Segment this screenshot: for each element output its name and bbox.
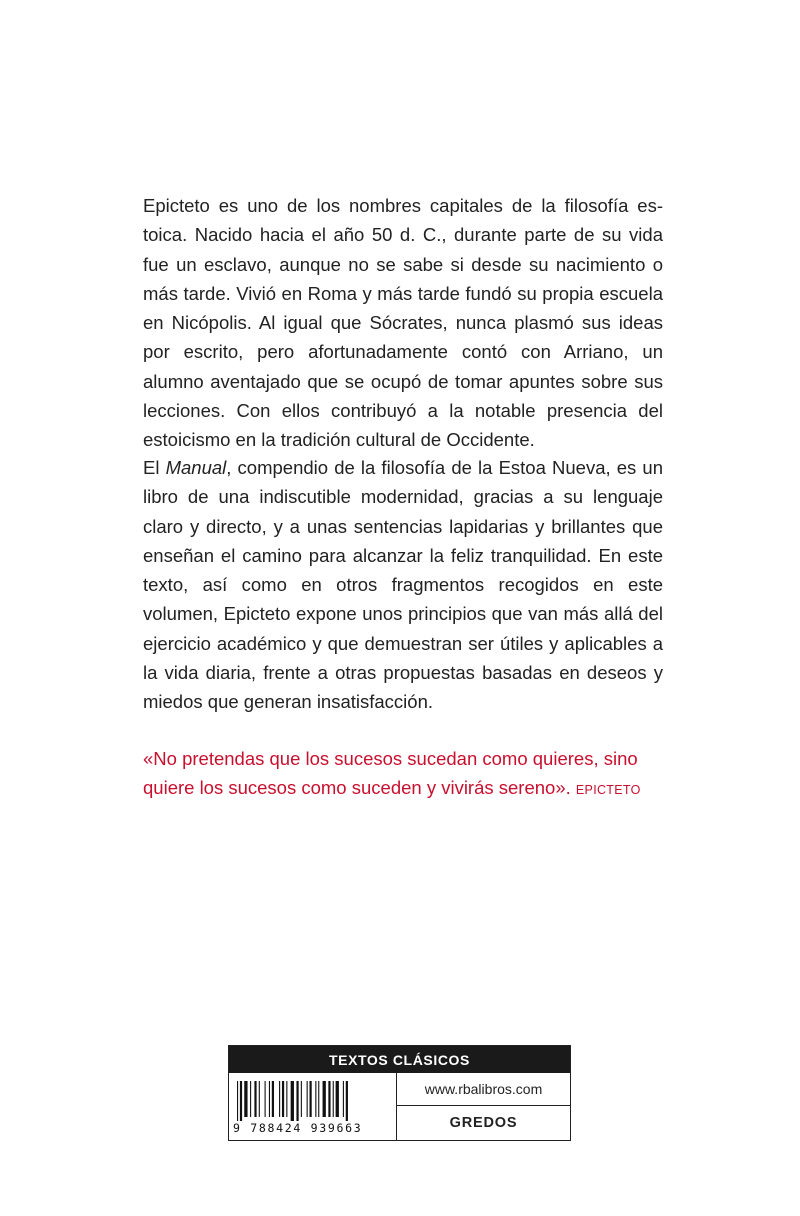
isbn-digits: 9 788424 939663 bbox=[233, 1121, 363, 1135]
quote-text: «No pretendas que los sucesos sucedan como quieres, sino quiere los sucesos como suceden y vivirás sereno». bbox=[143, 748, 638, 799]
collection-band: TEXTOS CLÁSICOS bbox=[229, 1046, 570, 1073]
barcode-area bbox=[229, 1073, 397, 1140]
description-paragraph-2 bbox=[143, 453, 663, 717]
quote bbox=[143, 744, 683, 806]
publisher-name: GREDOS bbox=[449, 1115, 518, 1131]
quote-author: EPICTETO bbox=[575, 783, 641, 798]
back-cover-info-box bbox=[228, 1045, 571, 1141]
publisher-url: www.rbalibros.com bbox=[397, 1073, 570, 1106]
paragraph-2-lead: El bbox=[143, 457, 166, 478]
paragraph-2-rest: , compendio de la filosofía de la Estoa Nueva, es un libro de una indiscutible modernidad, gracias a su lenguaje claro y directo, y a unas sentencias lapidarias y brillantes que enseñan el camino para alcanzar la feliz tranquilidad. En este texto, así como en otros fragmentos recogidos en este volumen, Epicteto expone unos principios que van más allá del ejercicio académico y que demuestran ser útiles y aplicables a la vida diaria, frente a otras propuestas basadas en deseos y miedos que generan insatisfacción. bbox=[143, 457, 664, 713]
description-paragraph-1: Epicteto es uno de los nombres capitales de la filosofía estoica. Nacido hacia el año 50 d. C., durante parte de su vida fue un esclavo, aunque no se sabe si desde su nacimiento o más tarde. Vivió en Roma y más tarde fundó su propia escuela en Nicópolis. Al igual que Sócrates, nunca plasmó sus ideas por escrito, pero afortunadamente contó con Arriano, un alumno aventajado que se ocupó de tomar apuntes sobre sus lecciones. Con ellos contribuyó a la notable presencia del estoicismo en la tradición cultural de Occidente. bbox=[143, 195, 663, 451]
book-title-emphasis: Manual bbox=[165, 457, 227, 478]
barcode-icon bbox=[235, 1081, 390, 1121]
